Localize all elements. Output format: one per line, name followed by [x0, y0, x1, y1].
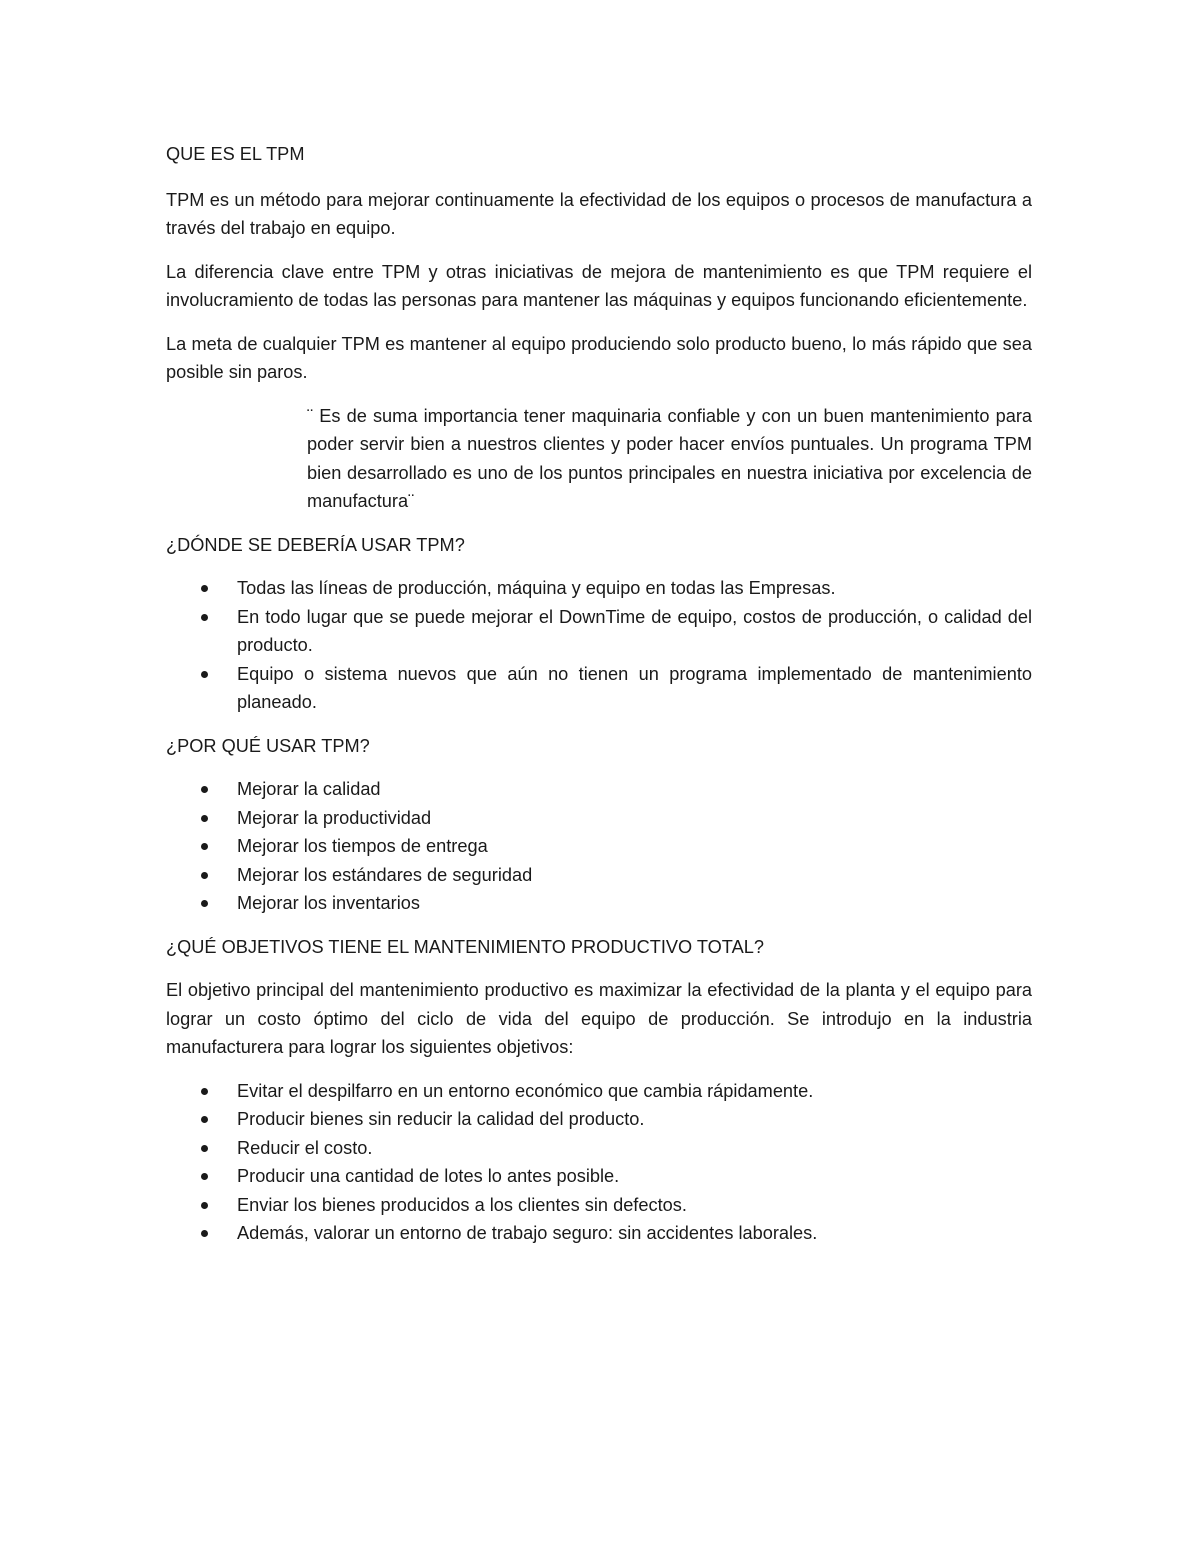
intro-paragraph-2: La diferencia clave entre TPM y otras iniciativas de mejora de mantenimiento es que TPM requiere el involucramiento de todas las personas para mantener las máquinas y equipos funcionando eficientemente.: [166, 261, 1032, 310]
bullet-dot-icon: [201, 585, 208, 592]
bullet-dot-icon: [201, 671, 208, 678]
bullet-dot-icon: [201, 815, 208, 822]
list-item-text: Enviar los bienes producidos a los clientes sin defectos.: [237, 1194, 687, 1215]
bullet-dot-icon: [201, 1230, 208, 1237]
bullet-dot-icon: [201, 1173, 208, 1180]
list-item-text: Reducir el costo.: [237, 1137, 373, 1158]
list-item-text: Mejorar los tiempos de entrega: [237, 836, 488, 856]
bullet-dot-icon: [201, 614, 208, 621]
bullet-dot-icon: [201, 872, 208, 879]
list-item: [166, 861, 1032, 890]
bullet-dot-icon: [201, 786, 208, 793]
list-item: [166, 775, 1032, 804]
list-item: [166, 1134, 1032, 1163]
intro-paragraph-3: La meta de cualquier TPM es mantener al equipo produciendo solo producto bueno, lo más rápido que sea posible sin paros.: [166, 333, 1032, 382]
list-item-text: Equipo o sistema nuevos que aún no tienen un programa implementado de mantenimiento planeado.: [237, 663, 1032, 712]
document-title: QUE ES EL TPM: [166, 144, 305, 164]
document-page: [166, 140, 1032, 1263]
list-item-text: Mejorar la productividad: [237, 807, 432, 828]
list-item-text: En todo lugar que se puede mejorar el DownTime de equipo, costos de producción, o calidad del producto.: [237, 606, 1032, 655]
list-item-text: Mejorar la calidad: [237, 779, 381, 799]
section-objetivos-list: [166, 1077, 1032, 1248]
list-item-text: Producir bienes sin reducir la calidad del producto.: [237, 1109, 645, 1129]
section-porque-heading: ¿POR QUÉ USAR TPM?: [166, 735, 370, 756]
section-donde-heading: ¿DÓNDE SE DEBERÍA USAR TPM?: [166, 534, 465, 555]
list-item: [166, 1105, 1032, 1134]
bullet-dot-icon: [201, 1116, 208, 1123]
list-item: [166, 804, 1032, 833]
list-item-text: Producir una cantidad de lotes lo antes posible.: [237, 1166, 620, 1186]
list-item-text: Todas las líneas de producción, máquina y equipo en todas las Empresas.: [237, 578, 836, 598]
list-item: [166, 574, 1032, 603]
list-item: [166, 889, 1032, 918]
bullet-dot-icon: [201, 843, 208, 850]
list-item: [166, 1162, 1032, 1191]
bullet-dot-icon: [201, 1202, 208, 1209]
bullet-dot-icon: [201, 900, 208, 907]
list-item: [166, 603, 1032, 660]
section-objetivos-heading: ¿QUÉ OBJETIVOS TIENE EL MANTENIMIENTO PRODUCTIVO TOTAL?: [166, 936, 764, 957]
list-item-text: Mejorar los inventarios: [237, 893, 420, 913]
section-donde-list: [166, 574, 1032, 717]
bullet-dot-icon: [201, 1145, 208, 1152]
list-item: [166, 832, 1032, 861]
bullet-dot-icon: [201, 1088, 208, 1095]
section-porque-list: [166, 775, 1032, 918]
quote-paragraph: ¨ Es de suma importancia tener maquinaria confiable y con un buen mantenimiento para poder servir bien a nuestros clientes y poder hacer envíos puntuales. Un programa TPM bien desarrollado es uno de los puntos principales en nuestra iniciativa por excelencia de manufactura¨: [307, 405, 1032, 511]
list-item-text: Evitar el despilfarro en un entorno económico que cambia rápidamente.: [237, 1080, 814, 1101]
list-item: [166, 660, 1032, 717]
list-item: [166, 1191, 1032, 1220]
section-objetivos-paragraph: El objetivo principal del mantenimiento productivo es maximizar la efectividad de la planta y el equipo para lograr un costo óptimo del ciclo de vida del equipo de producción. Se introdujo en la industria manufacturera para lograr los siguientes objetivos:: [166, 980, 1032, 1057]
list-item: [166, 1219, 1032, 1248]
list-item-text: Mejorar los estándares de seguridad: [237, 864, 533, 885]
list-item: [166, 1077, 1032, 1106]
list-item-text: Además, valorar un entorno de trabajo seguro: sin accidentes laborales.: [237, 1223, 818, 1243]
intro-paragraph-1: TPM es un método para mejorar continuamente la efectividad de los equipos o procesos de manufactura a través del trabajo en equipo.: [166, 189, 1032, 238]
